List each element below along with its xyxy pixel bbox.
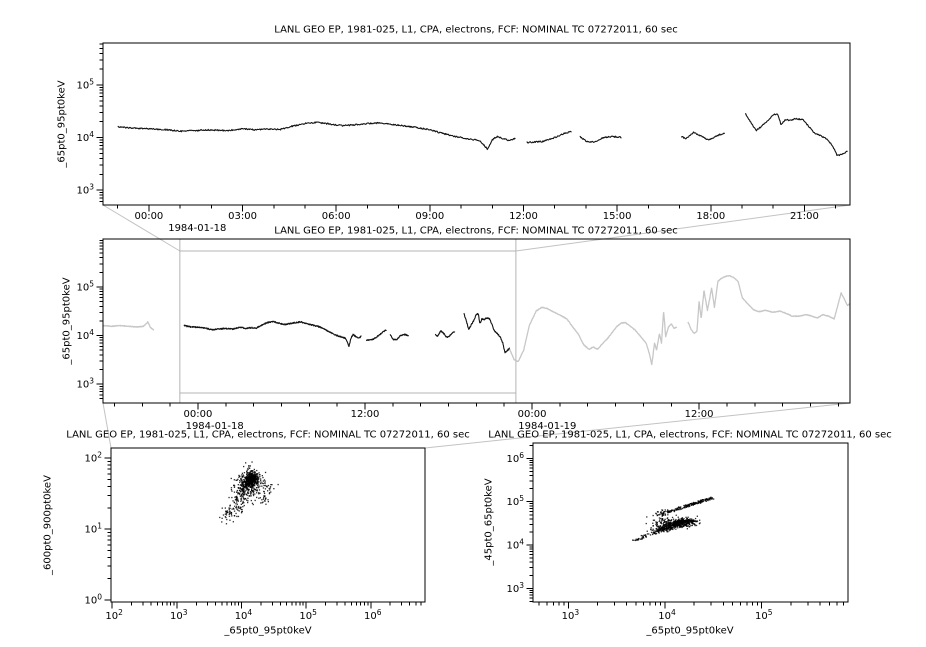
svg-text:101: $10^1$ bbox=[84, 521, 102, 536]
svg-text:12:00: 12:00 bbox=[350, 409, 380, 420]
panel3-y-axis bbox=[105, 458, 112, 600]
panel4-y-axis bbox=[527, 445, 534, 601]
panel4-group bbox=[506, 443, 848, 622]
svg-text:106: $10^6$ bbox=[364, 608, 382, 622]
svg-text:103: $10^3$ bbox=[506, 580, 524, 595]
svg-text:105: $10^5$ bbox=[76, 279, 94, 294]
panel4-x-tick-labels bbox=[562, 608, 773, 622]
svg-text:06:00: 06:00 bbox=[321, 211, 351, 222]
panel2-date-label: 1984-01-19 bbox=[518, 421, 577, 432]
svg-text:21:00: 21:00 bbox=[790, 211, 819, 222]
panel1-group bbox=[76, 43, 850, 234]
panel4-y-tick-labels bbox=[506, 451, 524, 595]
panel4-y-axis-label: _45pt0_65pt0keV bbox=[483, 478, 495, 566]
svg-text:18:00: 18:00 bbox=[696, 211, 726, 222]
svg-text:00:00: 00:00 bbox=[134, 211, 164, 222]
panel1-y-axis-label: _65pt0_95pt0keV bbox=[56, 80, 68, 168]
svg-text:00:00: 00:00 bbox=[517, 409, 547, 420]
svg-text:103: $10^3$ bbox=[76, 376, 94, 391]
panel4-title: LANL GEO EP, 1981-025, L1, CPA, electrons, FCF: NOMINAL TC 07272011, 60 sec bbox=[488, 429, 892, 441]
panel4-x-axis-label: _65pt0_95pt0keV bbox=[646, 625, 734, 637]
panel1-plot-area[interactable] bbox=[103, 43, 850, 205]
panel4-x-axis bbox=[539, 602, 843, 609]
svg-text:105: $10^5$ bbox=[754, 608, 773, 622]
panel3-y-tick-labels bbox=[84, 451, 102, 607]
svg-text:103: $10^3$ bbox=[170, 608, 188, 622]
panel3-plot-area[interactable] bbox=[111, 448, 425, 602]
panel3-group bbox=[84, 448, 425, 622]
panel1-y-tick-labels bbox=[76, 77, 94, 196]
panel3-x-tick-labels bbox=[105, 608, 381, 622]
panel4-plot-area[interactable] bbox=[533, 443, 848, 602]
panel2-y-axis bbox=[97, 241, 104, 399]
svg-text:100: $10^0$ bbox=[84, 592, 102, 607]
svg-text:12:00: 12:00 bbox=[509, 211, 538, 222]
svg-text:03:00: 03:00 bbox=[228, 211, 257, 222]
panel2-x-axis bbox=[114, 403, 838, 410]
svg-text:102: $10^2$ bbox=[105, 608, 123, 622]
svg-text:103: $10^3$ bbox=[76, 182, 94, 197]
panel1-x-axis bbox=[118, 205, 836, 212]
svg-text:103: $10^3$ bbox=[561, 608, 580, 622]
panel3-x-axis bbox=[112, 602, 421, 609]
panel2-y-axis-label: _65pt0_95pt0keV bbox=[61, 277, 73, 365]
panel1-title: LANL GEO EP, 1981-025, L1, CPA, electrons, FCF: NOMINAL TC 07272011, 60 sec bbox=[274, 24, 678, 36]
svg-text:00:00: 00:00 bbox=[183, 409, 213, 420]
svg-text:104: $10^4$ bbox=[76, 130, 94, 145]
panel2-plot-area[interactable] bbox=[103, 239, 850, 403]
svg-text:09:00: 09:00 bbox=[415, 211, 445, 222]
svg-text:104: $10^4$ bbox=[234, 608, 253, 622]
svg-text:104: $10^4$ bbox=[506, 537, 524, 552]
svg-text:105: $10^5$ bbox=[299, 608, 317, 622]
svg-text:104: $10^4$ bbox=[658, 608, 676, 622]
panel1-date-label: 1984-01-18 bbox=[168, 223, 227, 234]
svg-text:105: $10^5$ bbox=[76, 77, 94, 92]
svg-text:12:00: 12:00 bbox=[684, 409, 714, 420]
panel2-date-label: 1984-01-18 bbox=[185, 421, 244, 432]
panel2-y-tick-labels bbox=[76, 279, 94, 390]
panel3-title: LANL GEO EP, 1981-025, L1, CPA, electrons, FCF: NOMINAL TC 07272011, 60 sec bbox=[66, 429, 470, 441]
panel3-x-axis-label: _65pt0_95pt0keV bbox=[224, 625, 312, 637]
svg-text:104: $10^4$ bbox=[76, 328, 94, 343]
panel2-title: LANL GEO EP, 1981-025, L1, CPA, electrons, FCF: NOMINAL TC 07272011, 60 sec bbox=[274, 225, 678, 237]
svg-text:106: $10^6$ bbox=[506, 450, 524, 465]
svg-text:105: $10^5$ bbox=[506, 494, 524, 509]
svg-text:15:00: 15:00 bbox=[602, 211, 632, 222]
svg-text:102: $10^2$ bbox=[84, 450, 102, 465]
panel3-y-axis-label: _600pt0_900pt0keV bbox=[42, 475, 54, 575]
panel2-group bbox=[76, 239, 850, 432]
panel1-y-axis bbox=[97, 44, 104, 202]
